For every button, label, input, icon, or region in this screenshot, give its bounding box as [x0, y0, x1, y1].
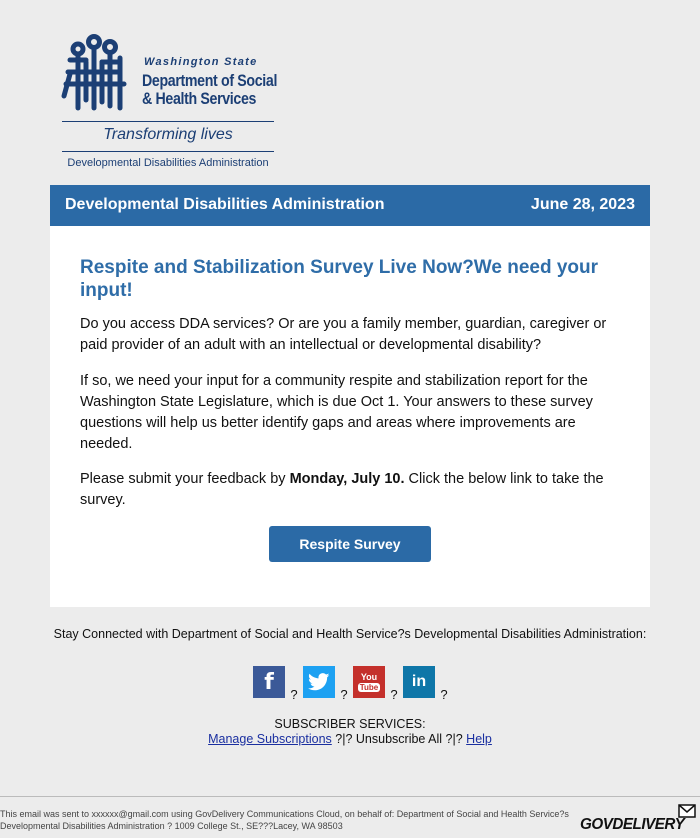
- article-headline: Respite and Stabilization Survey Live Now?We need your input!: [80, 257, 599, 301]
- youtube-you-text: You: [360, 671, 378, 682]
- article-paragraph: If so, we need your input for a community respite and stabilization report for the Washington State Legislature, which is due Oct 1. Your answers to these survey questions will help us better identify gaps and areas where improvements are needed.: [80, 373, 593, 452]
- facebook-icon[interactable]: f: [253, 666, 285, 698]
- help-link[interactable]: Help: [466, 732, 492, 746]
- logo-subtitle: Developmental Disabilities Administration: [67, 157, 269, 169]
- article-paragraph: Do you access DDA services? Or are you a family member, guardian, caregiver or paid provider of an adult with an intellectual or developmental disability?: [80, 316, 607, 353]
- social-separator: ?: [440, 687, 448, 702]
- govdelivery-logo[interactable]: [580, 806, 690, 834]
- logo-dept-line2: & Health Services: [142, 90, 257, 108]
- header-banner: [50, 185, 650, 226]
- logo-tagline: Transforming lives: [103, 126, 233, 143]
- respite-survey-button[interactable]: Respite Survey: [269, 526, 431, 562]
- footer-fineprint: This email was sent to xxxxxx@gmail.com using GovDelivery Communications Cloud, on behalf of: Department of Social and Health Service?s Developmental Disabilities Administration ? 1009 College St., SE???Lacey, WA 98503: [0, 809, 569, 831]
- youtube-tube-text: Tube: [359, 682, 379, 692]
- deadline-date: Monday, July 10.: [289, 471, 405, 487]
- subscriber-links: [0, 732, 700, 746]
- article-paragraph-deadline: [80, 469, 620, 511]
- linkedin-icon[interactable]: in: [403, 666, 435, 698]
- link-separator: ?|?: [331, 732, 356, 746]
- subscriber-services: [0, 717, 700, 746]
- logo-state-text: Washington State: [144, 56, 258, 68]
- deadline-text: Please submit your feedback by: [80, 471, 290, 487]
- govdelivery-wordmark: GOVDELIVERY: [580, 816, 685, 833]
- content-card: [50, 226, 650, 607]
- social-separator: ?: [390, 687, 398, 702]
- stay-connected-text: Stay Connected with Department of Social and Health Service?s Developmental Disabilities Administration:: [53, 627, 647, 641]
- youtube-icon[interactable]: [353, 666, 385, 698]
- deadline-text: Click the below link to take the survey.: [80, 471, 604, 508]
- social-separator: ?: [340, 687, 348, 702]
- social-separator: ?: [290, 687, 298, 702]
- logo-dept-line1: Department of Social: [142, 72, 278, 90]
- manage-subscriptions-link[interactable]: Manage Subscriptions: [208, 732, 332, 746]
- logo-divider: [62, 151, 274, 152]
- unsubscribe-all-text: Unsubscribe All: [355, 732, 443, 746]
- dshs-logo: [60, 34, 276, 172]
- banner-title: Developmental Disabilities Administration: [65, 196, 385, 213]
- social-links: [253, 662, 453, 702]
- logo-divider: [62, 121, 274, 122]
- banner-date: June 28, 2023: [530, 196, 635, 213]
- subscriber-services-heading: SUBSCRIBER SERVICES:: [274, 717, 426, 731]
- twitter-bird-icon: [308, 673, 330, 691]
- dshs-people-icon: [60, 34, 136, 112]
- twitter-icon[interactable]: [303, 666, 335, 698]
- link-separator: ?|?: [442, 732, 467, 746]
- footer-divider: [0, 796, 700, 797]
